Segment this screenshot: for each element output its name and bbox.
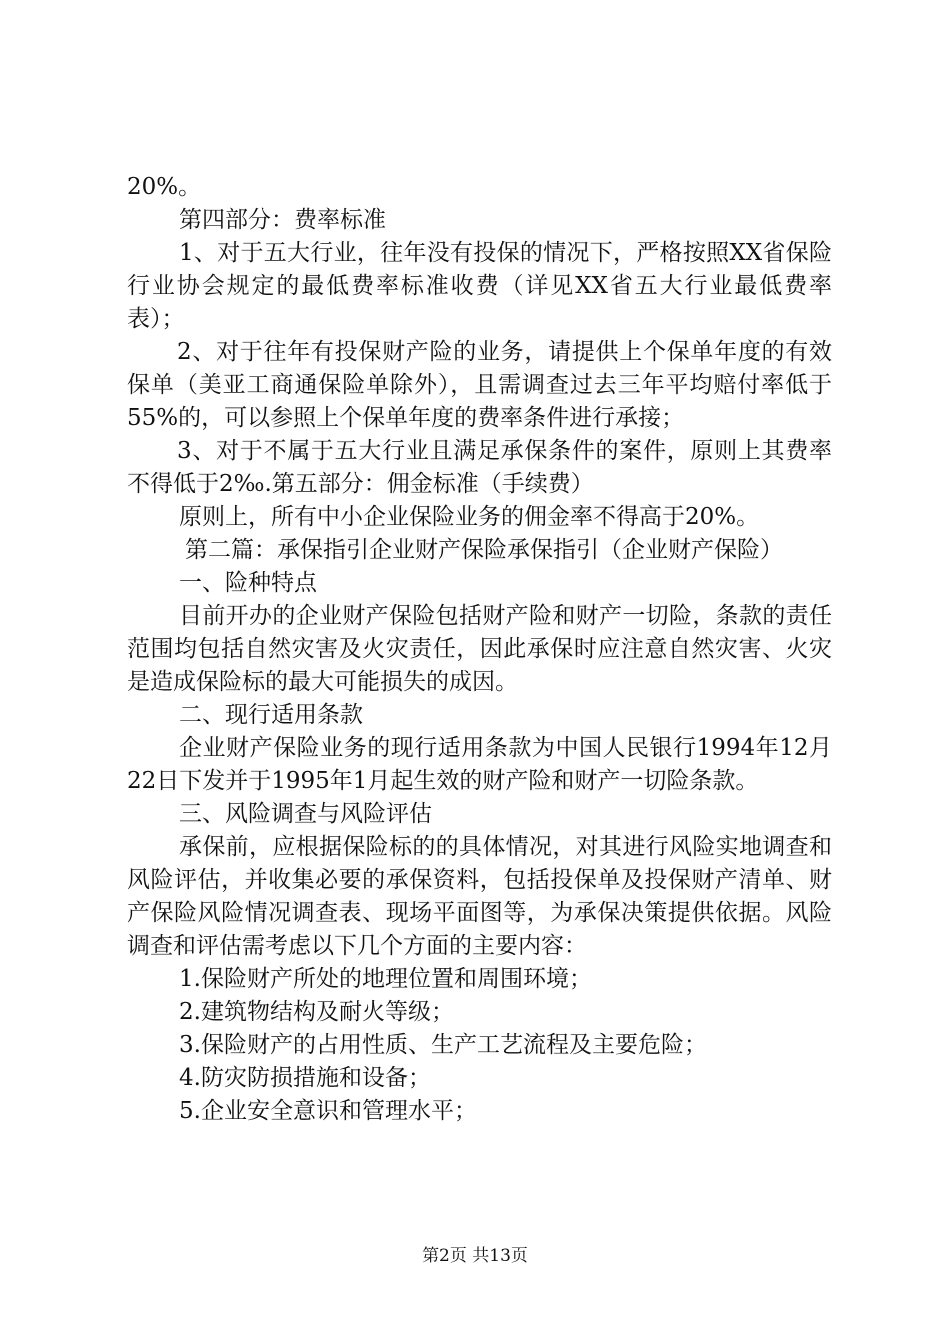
document-body <box>127 171 832 1128</box>
section-heading: 第四部分：费率标准 <box>179 207 386 233</box>
section-heading: 三、风险调查与风险评估 <box>179 801 432 827</box>
paragraph: 企业财产保险业务的现行适用条款为中国人民银行1994年12月22日下发并于1995年1月起生效的财产险和财产一切险条款。 <box>127 735 832 794</box>
paragraph: 原则上，所有中小企业保险业务的佣金率不得高于20%。 <box>179 504 760 530</box>
page-footer: 第2页 共13页 <box>422 1246 528 1266</box>
paragraph: 1、对于五大行业，往年没有投保的情况下，严格按照XX省保险行业协会规定的最低费率标准收费（详见XX省五大行业最低费率表）； <box>127 240 832 332</box>
paragraph-continuation: 20%。 <box>127 174 202 200</box>
paragraph: 承保前，应根据保险标的的具体情况，对其进行风险实地调查和风险评估，并收集必要的承保资料，包括投保单及投保财产清单、财产保险风险情况调查表、现场平面图等，为承保决策提供依据。风险调查和评估需考虑以下几个方面的主要内容： <box>127 834 832 959</box>
section-heading: 一、险种特点 <box>179 570 317 596</box>
paragraph: 2、对于往年有投保财产险的业务，请提供上个保单年度的有效保单（美亚工商通保险单除外），且需调查过去三年平均赔付率低于55%的，可以参照上个保单年度的费率条件进行承接； <box>127 339 832 431</box>
list-item: 5.企业安全意识和管理水平； <box>179 1098 477 1124</box>
list-item: 2.建筑物结构及耐火等级； <box>179 999 454 1025</box>
list-item: 1.保险财产所处的地理位置和周围环境； <box>179 966 592 992</box>
paragraph: 3、对于不属于五大行业且满足承保条件的案件，原则上其费率不得低于2‰.第五部分：佣金标准（手续费） <box>127 438 832 497</box>
list-item: 4.防灾防损措施和设备； <box>179 1065 431 1091</box>
chapter-heading: 第二篇：承保指引企业财产保险承保指引（企业财产保险） <box>185 537 783 563</box>
section-heading: 二、现行适用条款 <box>179 702 363 728</box>
list-item: 3.保险财产的占用性质、生产工艺流程及主要危险； <box>179 1032 707 1058</box>
paragraph: 目前开办的企业财产保险包括财产险和财产一切险，条款的责任范围均包括自然灾害及火灾责任，因此承保时应注意自然灾害、火灾是造成保险标的最大可能损失的成因。 <box>127 603 832 695</box>
